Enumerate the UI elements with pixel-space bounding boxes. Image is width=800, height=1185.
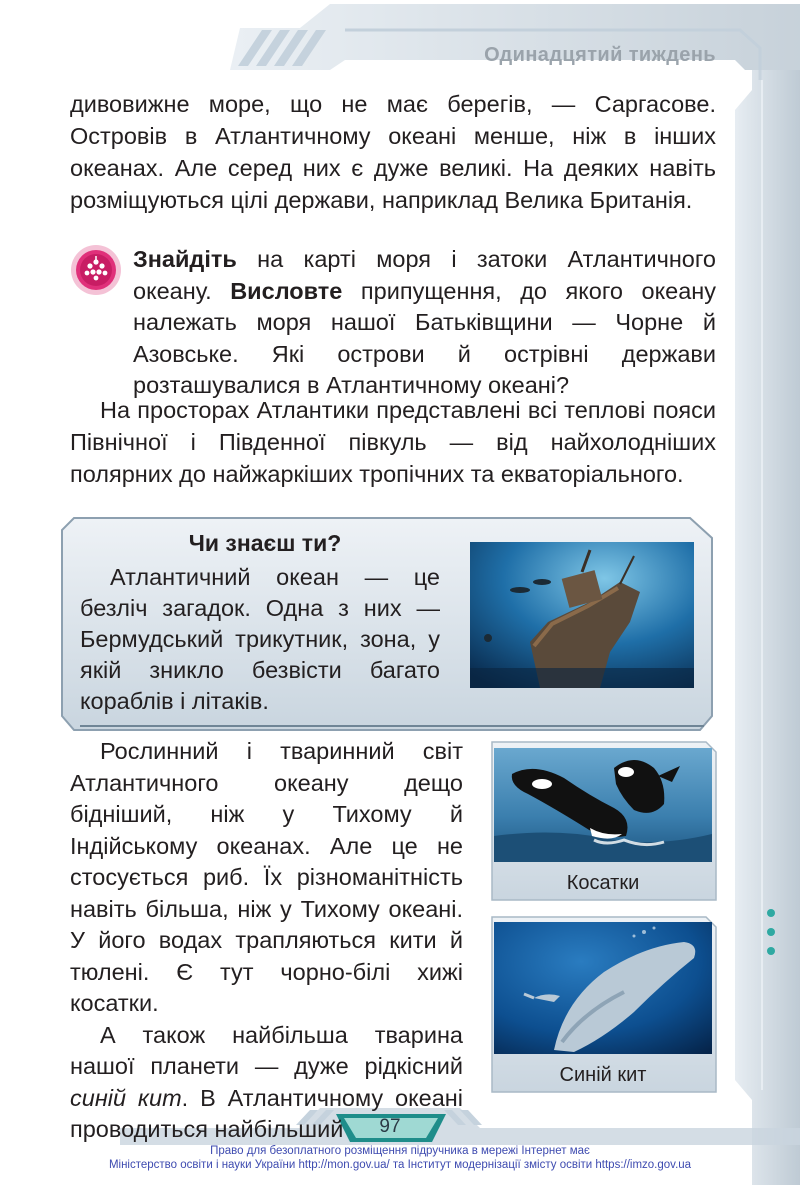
belts-paragraph xyxy=(70,394,716,490)
task-block xyxy=(133,244,716,402)
chapter-header: Одинадцятий тиждень xyxy=(484,44,716,66)
did-you-know-body: Атлантичний океан — це безліч загадок. Одна з них — Бермудський трикутник, зона, у якій зникло безвісти багато кораблів і літаків. xyxy=(80,564,440,714)
page-number: 97 xyxy=(379,1116,401,1137)
p2-start: А також найбільша тварина нашої планети — дуже рідкісний xyxy=(70,1021,463,1079)
flora-fauna-section xyxy=(70,736,463,1146)
blue-whale-term: синій кит xyxy=(70,1084,182,1111)
belts-text: На просторах Атлантики представлені всі теплові пояси Північної і Південної півкуль — від найхолодніших полярних до найжаркіших тропічних та екваторіального. xyxy=(70,397,716,487)
footer-line-1: Право для безоплатного розміщення підручника в мережі Інтернет має xyxy=(210,1145,590,1157)
intro-paragraph xyxy=(70,88,716,216)
flora-fauna-paragraph-1: Рослинний і тваринний світ Атлантичного океану дещо бідніший, ніж у Тихому й Індійському океанах. Але це не стосується риб. Їх різноманітність навіть більша, ніж у Тихому океані. У його водах трапляються кити й тюлені. Є тут чорно-білі хижі косатки. xyxy=(70,738,463,1016)
blue-whale-caption: Синій кит xyxy=(559,1064,647,1086)
task-text-1: на карті моря і затоки Атлантичного океану. xyxy=(133,246,716,304)
task-verb-suggest: Висловте xyxy=(230,277,343,304)
task-text-2: припущення, до якого океану належать моря нашої Батьківщини — Чорне й Азовське. Які острови й острівні держави розташувалися в Атлантичному океані? xyxy=(133,277,717,398)
task-verb-find: Знайдіть xyxy=(133,246,237,272)
footer-line-2: Міністерство освіти і науки України http://mon.gov.ua/ та Інститут модернізації змісту освіти https://imzo.gov.ua xyxy=(108,1159,692,1171)
p2-end: . В Атлантичному океані проводиться найбільший xyxy=(70,1084,463,1142)
orca-caption: Косатки xyxy=(566,872,640,894)
task-pictogram-icon xyxy=(70,244,122,296)
intro-text: дивовижне море, що не має берегів, — Саргасове. Островів в Атлантичному океані менше, ніж в інших океанах. Але серед них є дуже великі. На деяких навіть розміщуються цілі держави, наприклад Велика Британія. xyxy=(70,91,716,213)
shipwreck-photo xyxy=(470,542,694,688)
blue-whale-photo xyxy=(494,922,712,1054)
did-you-know-title: Чи знаєш ти? xyxy=(188,530,342,556)
orca-photo xyxy=(494,748,712,862)
did-you-know-text xyxy=(80,562,440,717)
